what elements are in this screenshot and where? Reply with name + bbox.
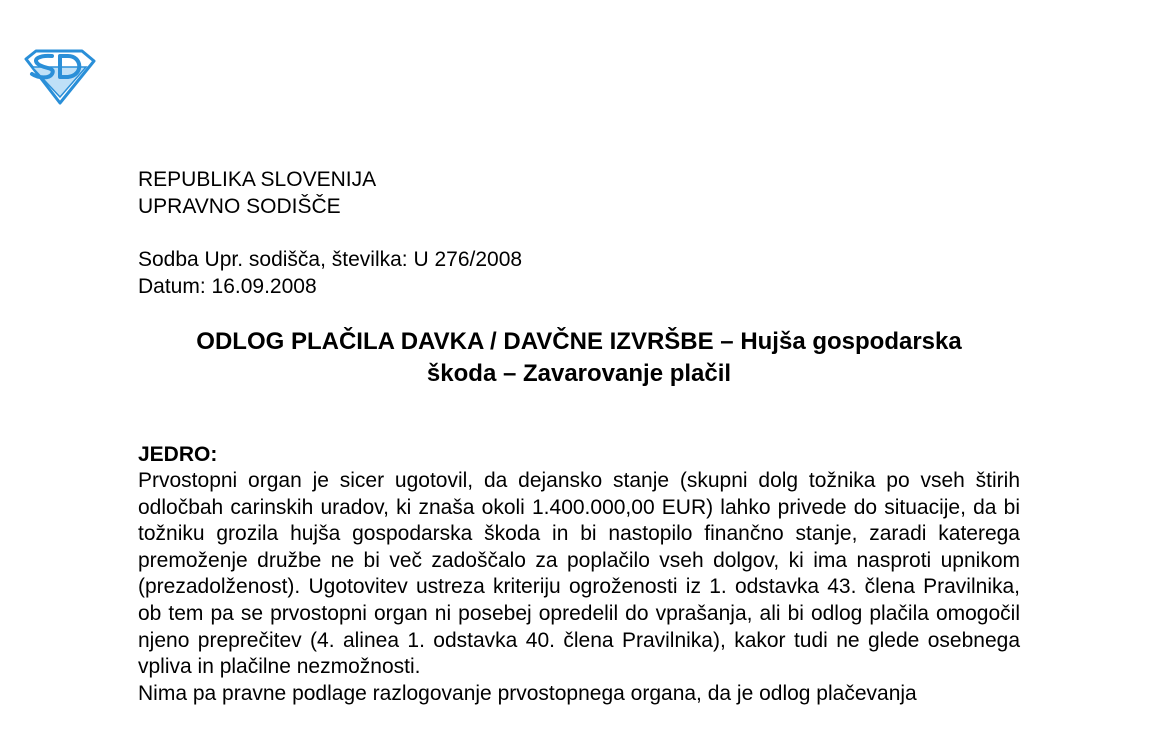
header-court: UPRAVNO SODIŠČE	[138, 195, 341, 218]
body-paragraph-1: Prvostopni organ je sicer ugotovil, da dejansko stanje (skupni dolg tožnika po vseh štirih odločbah carinskih uradov, ki znaša okoli 1.400.000,00 EUR) lahko privede do situacije, da bi tožniku grozila hujša gospodarska škoda in bi nastopilo finančno stanje, zaradi katerega premoženje družbe ne bi več zadoščalo za poplačilo vseh dolgov, ki ima nasproti upnikom (prezadolženost). Ugotovitev ustreza kriteriju ogroženosti iz 1. odstavka 43. člena Pravilnika, ob tem pa se prvostopni organ ni posebej opredelil do vprašanja, ali bi odlog plačila omogočil njeno preprečitev (4. alinea 1. odstavka 40. člena Pravilnika), kakor tudi ne glede osebnega vpliva in plačilne nezmožnosti.	[138, 469, 1020, 679]
case-number: Sodba Upr. sodišča, številka: U 276/2008	[138, 248, 523, 271]
case-date: Datum: 16.09.2008	[138, 275, 317, 298]
title-line-1: ODLOG PLAČILA DAVKA / DAVČNE IZVRŠBE – Hujša gospodarska	[196, 328, 962, 355]
document-body	[138, 468, 1020, 707]
section-heading: JEDRO:	[138, 443, 218, 466]
header-country: REPUBLIKA SLOVENIJA	[138, 168, 377, 191]
document-title	[138, 326, 1020, 390]
title-line-2: škoda – Zavarovanje plačil	[426, 360, 732, 387]
court-logo	[22, 47, 96, 105]
case-metadata	[138, 246, 522, 300]
body-paragraph-2: Nima pa pravne podlage razlogovanje prvostopnega organa, da je odlog plačevanja	[138, 681, 917, 705]
court-header	[138, 166, 376, 220]
